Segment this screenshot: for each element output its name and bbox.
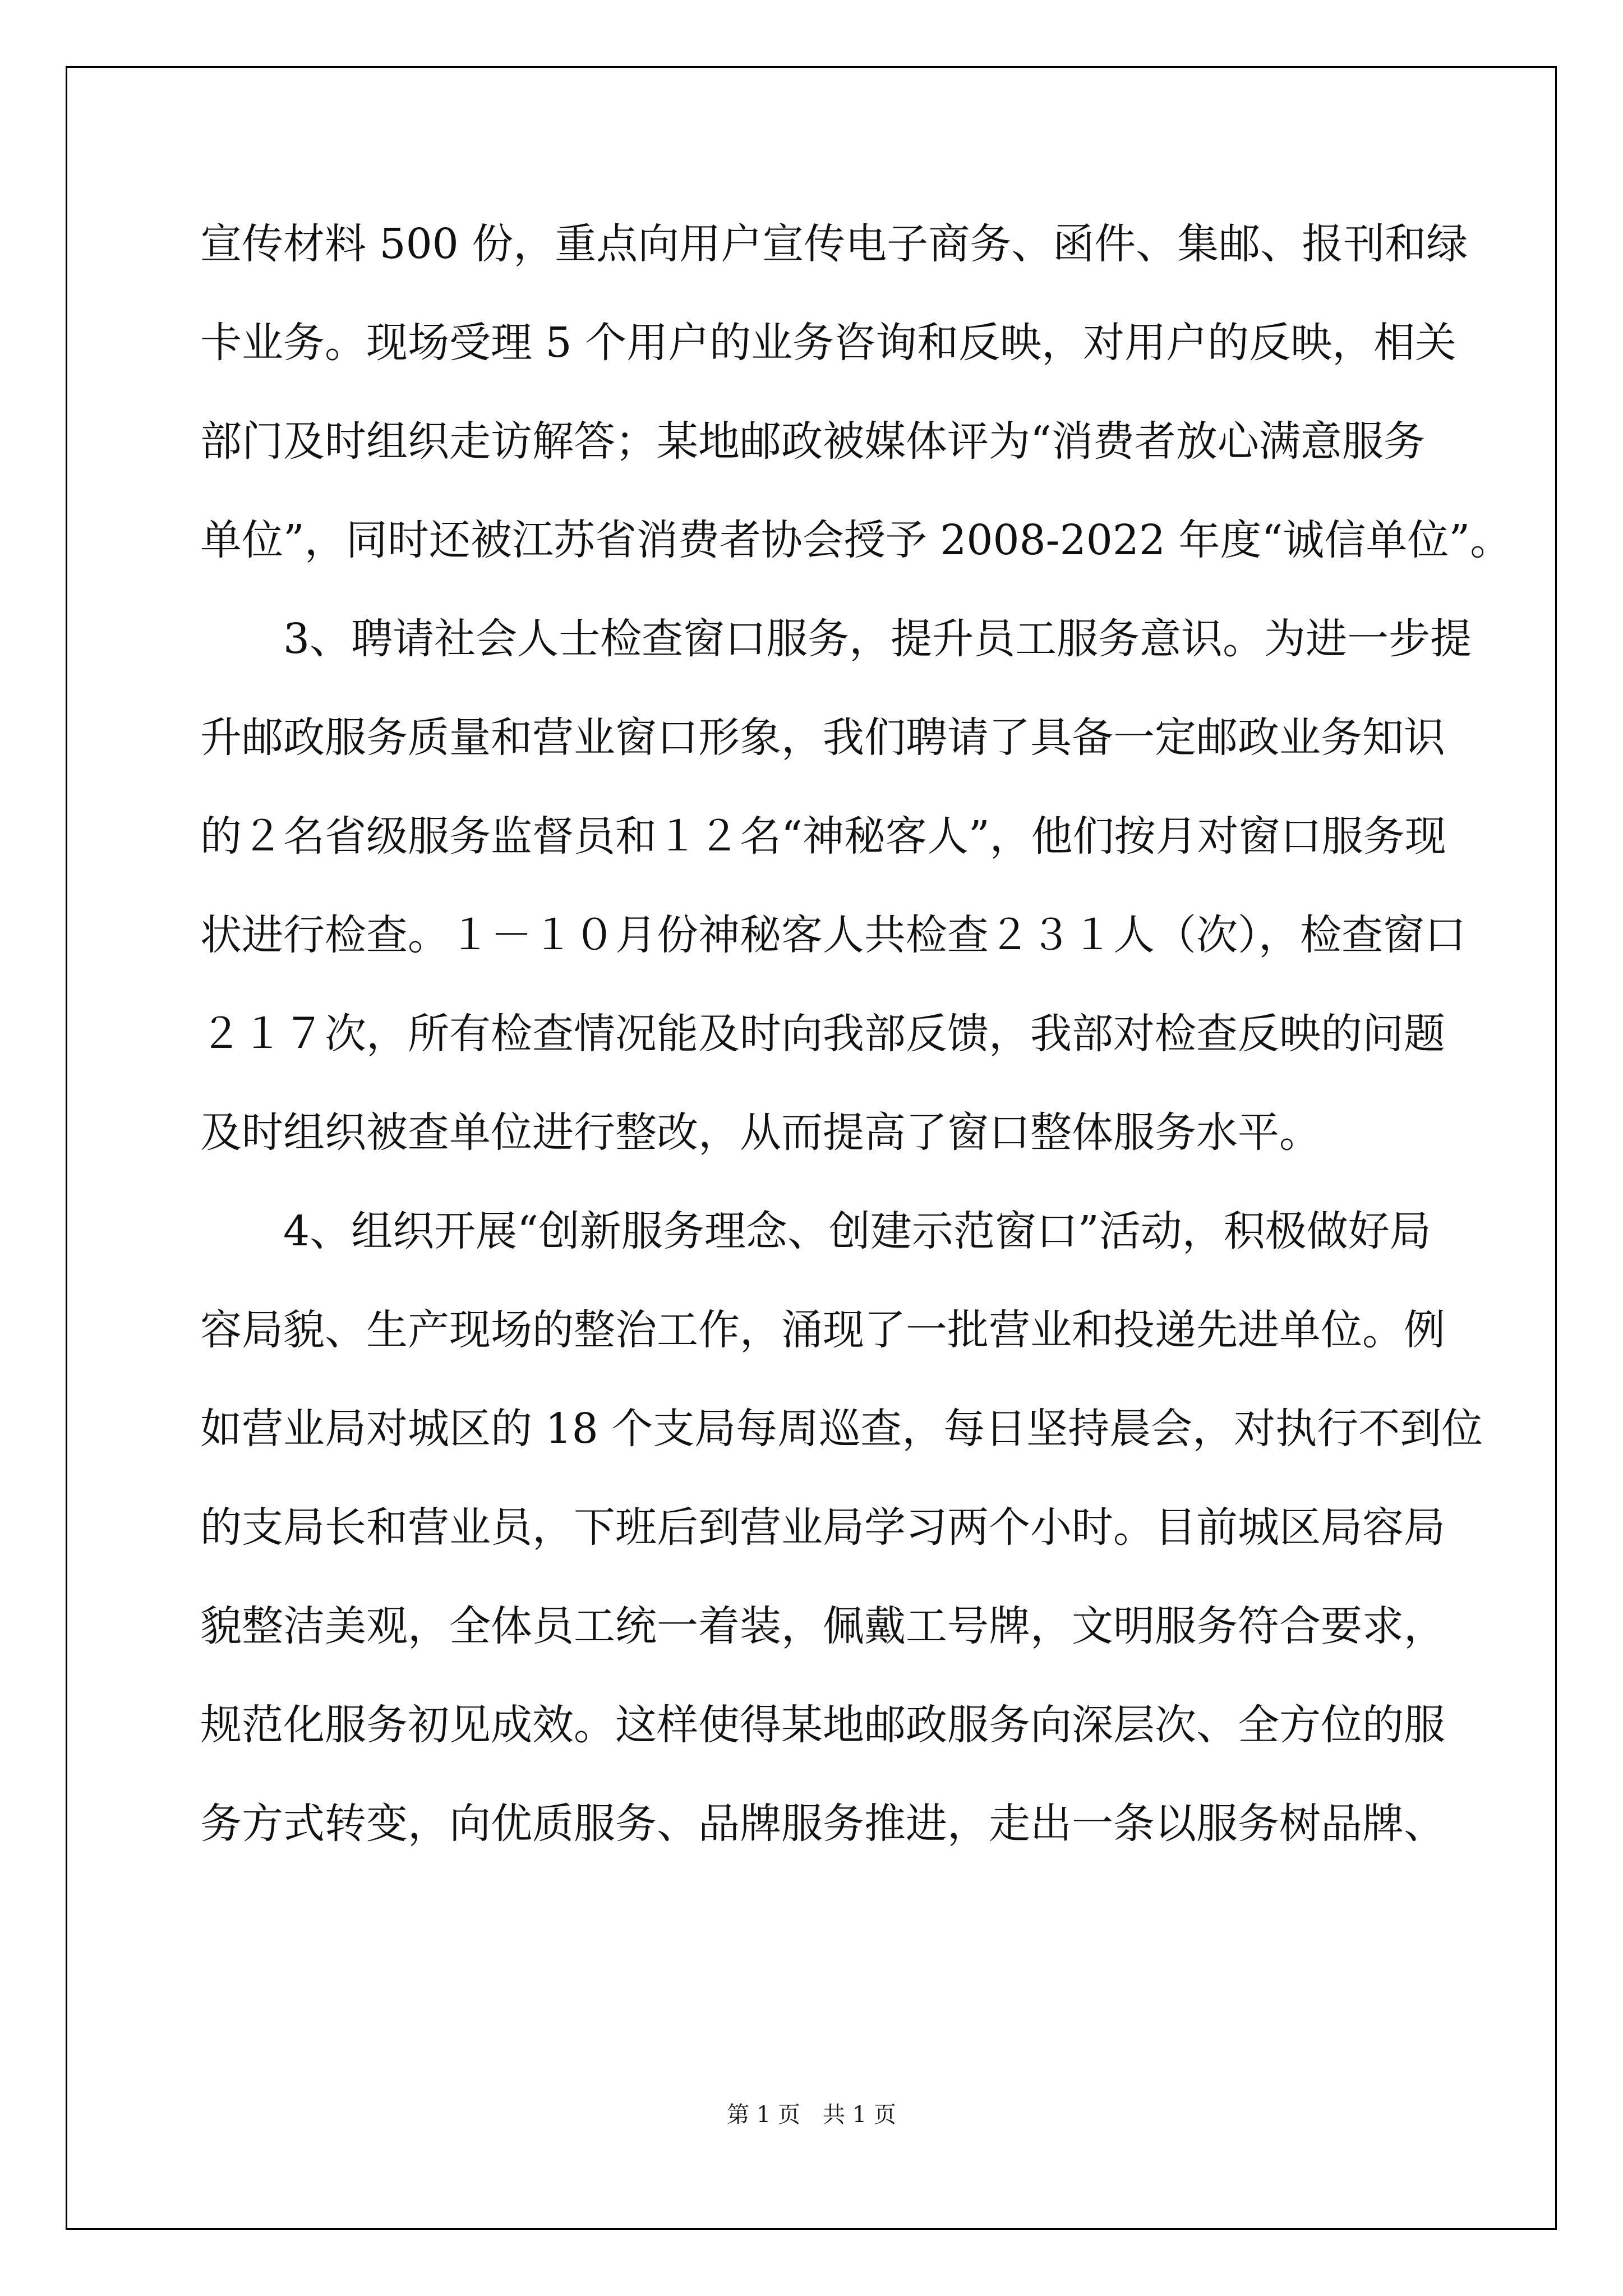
text-line: 状进行检查。１－１０月份神秘客人共检查２３１人（次），检查窗口 xyxy=(200,911,1466,959)
text-line: 升邮政服务质量和营业窗口形象，我们聘请了具备一定邮政业务知识 xyxy=(200,714,1445,762)
text-line: 部门及时组织走访解答；某地邮政被媒体评为“消费者放心满意服务 xyxy=(200,417,1425,466)
text-line: 如营业局对城区的 18 个支局每周巡查，每日坚持晨会，对执行不到位 xyxy=(200,1405,1483,1453)
text-line: 卡业务。现场受理 5 个用户的业务咨询和反映，对用户的反映，相关 xyxy=(200,319,1457,367)
text-line: 貌整洁美观，全体员工统一着装，佩戴工号牌，文明服务符合要求， xyxy=(200,1602,1445,1650)
text-line: 宣传材料 500 份，重点向用户宣传电子商务、函件、集邮、报刊和绿 xyxy=(200,220,1468,268)
text-line: 的支局长和营业员，下班后到营业局学习两个小时。目前城区局容局 xyxy=(200,1503,1445,1552)
page-number-footer: 第 1 页 共 1 页 xyxy=(727,2102,896,2128)
text-line: ２１７次，所有检查情况能及时向我部反馈，我部对检查反映的问题 xyxy=(200,1010,1445,1058)
text-line: 务方式转变，向优质服务、品牌服务推进，走出一条以服务树品牌、 xyxy=(200,1800,1445,1848)
text-line: 的２名省级服务监督员和１２名“神秘客人”，他们按月对窗口服务现 xyxy=(200,812,1446,861)
text-line: 4、组织开展“创新服务理念、创建示范窗口”活动，积极做好局 xyxy=(200,1207,1431,1255)
text-line: 单位”，同时还被江苏省消费者协会授予 2008-2022 年度“诚信单位”。 xyxy=(200,516,1512,564)
text-line: 容局貌、生产现场的整治工作，涌现了一批营业和投递先进单位。例 xyxy=(200,1306,1445,1354)
text-line: 及时组织被查单位进行整改，从而提高了窗口整体服务水平。 xyxy=(200,1108,1321,1157)
text-line: 3、聘请社会人士检查窗口服务，提升员工服务意识。为进一步提 xyxy=(200,615,1472,663)
text-line: 规范化服务初见成效。这样使得某地邮政服务向深层次、全方位的服 xyxy=(200,1701,1445,1749)
